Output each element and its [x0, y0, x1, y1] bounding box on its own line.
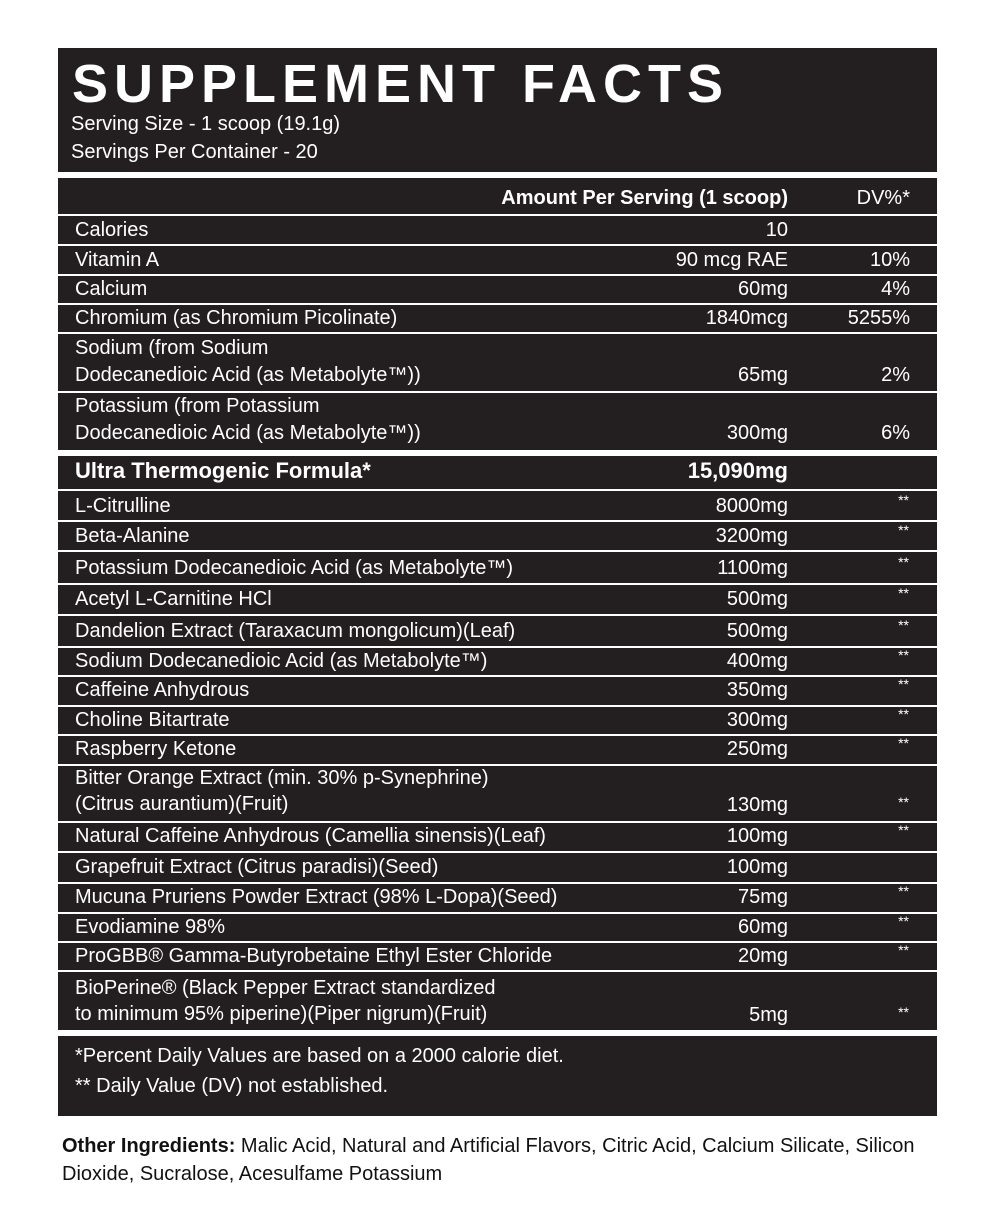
ingredient-name: Caffeine Anhydrous — [75, 679, 250, 701]
ingredient-name: Evodiamine 98% — [75, 916, 226, 938]
ingredient-amount: 60mg — [737, 916, 788, 938]
other-ingredients-text: Malic Acid, Natural and Artificial Flavors, Citric Acid, Calcium Silicate, Silicon Dioxide, Sucralose, Acesulfame Potassium — [62, 1135, 915, 1185]
divider — [58, 614, 937, 616]
nutrient-dv: 6% — [881, 422, 910, 444]
ingredient-name-line1: Bitter Orange Extract (min. 30% p-Synephrine) — [75, 767, 489, 789]
ingredient-name: Choline Bitartrate — [75, 709, 230, 731]
divider — [58, 583, 937, 585]
ingredient-name: Beta-Alanine — [75, 525, 190, 547]
nutrient-amount: 10 — [765, 219, 788, 241]
supplement-facts-panel — [58, 48, 937, 1116]
ingredient-name: Mucuna Pruriens Powder Extract (98% L-Dopa)(Seed) — [75, 886, 558, 908]
ingredient-amount: 130mg — [726, 794, 788, 816]
nutrient-name: Vitamin A — [75, 249, 160, 271]
ingredient-name: L-Citrulline — [75, 495, 171, 517]
divider — [58, 489, 937, 491]
ingredient-name: Sodium Dodecanedioic Acid (as Metabolyte™) — [75, 650, 488, 672]
ingredient-amount: 500mg — [726, 620, 788, 642]
divider — [58, 851, 937, 853]
ingredient-dv: ** — [898, 554, 909, 570]
ingredient-dv: ** — [898, 942, 909, 958]
footnote-dv: *Percent Daily Values are based on a 2000 calorie diet. — [75, 1045, 564, 1067]
header-dv: DV%* — [856, 187, 910, 209]
nutrient-amount: 90 mcg RAE — [675, 249, 788, 271]
nutrient-name: Calories — [75, 219, 149, 241]
nutrient-name: Calcium — [75, 278, 148, 300]
ingredient-name: Potassium Dodecanedioic Acid (as Metabolyte™) — [75, 557, 513, 579]
ingredient-dv: ** — [898, 913, 909, 929]
nutrient-amount: 300mg — [726, 422, 788, 444]
ingredient-amount: 3200mg — [715, 525, 788, 547]
other-ingredients-label: Other Ingredients: — [62, 1135, 236, 1157]
ingredient-dv: ** — [898, 585, 909, 601]
nutrient-name: Chromium (as Chromium Picolinate) — [75, 307, 398, 329]
ingredient-dv: ** — [898, 822, 909, 838]
nutrient-dv: 10% — [869, 249, 910, 271]
nutrient-dv: 4% — [881, 278, 910, 300]
ingredient-dv: ** — [898, 883, 909, 899]
divider — [58, 244, 937, 246]
divider — [58, 1030, 937, 1036]
ingredient-amount: 500mg — [726, 588, 788, 610]
panel-title: SUPPLEMENT FACTS — [72, 54, 730, 114]
ingredient-dv: ** — [898, 617, 909, 633]
ingredient-name-line1: BioPerine® (Black Pepper Extract standardized — [75, 977, 496, 999]
nutrient-name-line2: Dodecanedioic Acid (as Metabolyte™)) — [75, 422, 421, 444]
header-amount: Amount Per Serving (1 scoop) — [501, 187, 788, 209]
ingredient-dv: ** — [898, 522, 909, 538]
nutrient-amount: 60mg — [737, 278, 788, 300]
ingredient-amount: 20mg — [737, 945, 788, 967]
ingredient-amount: 300mg — [726, 709, 788, 731]
ingredient-name: Grapefruit Extract (Citrus paradisi)(Seed) — [75, 856, 439, 878]
ingredient-amount: 100mg — [726, 825, 788, 847]
ingredient-dv: ** — [898, 706, 909, 722]
ingredient-name: Dandelion Extract (Taraxacum mongolicum)(Leaf) — [75, 620, 516, 642]
nutrient-amount: 1840mcg — [705, 307, 788, 329]
ingredient-dv: ** — [898, 1004, 909, 1020]
divider — [58, 450, 937, 456]
divider — [58, 274, 937, 276]
divider — [58, 332, 937, 334]
divider — [58, 970, 937, 972]
ingredient-amount: 100mg — [726, 856, 788, 878]
ingredient-dv: ** — [898, 676, 909, 692]
ingredient-name: Acetyl L-Carnitine HCl — [75, 588, 272, 610]
ingredient-dv: ** — [898, 647, 909, 663]
nutrient-dv: 5255% — [847, 307, 910, 329]
nutrient-name-line1: Potassium (from Potassium — [75, 395, 320, 417]
ingredient-dv: ** — [898, 794, 909, 810]
ingredient-name-line2: (Citrus aurantium)(Fruit) — [75, 793, 289, 815]
formula-name: Ultra Thermogenic Formula* — [75, 458, 371, 483]
ingredient-name: Natural Caffeine Anhydrous (Camellia sinensis)(Leaf) — [75, 825, 546, 847]
ingredient-amount: 350mg — [726, 679, 788, 701]
formula-amount: 15,090mg — [687, 458, 788, 483]
ingredient-name: ProGBB® Gamma-Butyrobetaine Ethyl Ester Chloride — [75, 945, 553, 967]
divider — [58, 520, 937, 522]
nutrient-dv: 2% — [881, 364, 910, 386]
ingredient-amount: 250mg — [726, 738, 788, 760]
divider — [58, 550, 937, 552]
footnote-not-established: ** Daily Value (DV) not established. — [75, 1075, 389, 1097]
ingredient-amount: 8000mg — [715, 495, 788, 517]
divider — [58, 214, 937, 216]
nutrient-name-line2: Dodecanedioic Acid (as Metabolyte™)) — [75, 364, 421, 386]
serving-size: Serving Size - 1 scoop (19.1g) — [71, 113, 341, 135]
nutrient-name-line1: Sodium (from Sodium — [75, 337, 269, 359]
nutrient-amount: 65mg — [737, 364, 788, 386]
ingredient-dv: ** — [898, 492, 909, 508]
other-ingredients — [62, 1132, 932, 1188]
ingredient-name-line2: to minimum 95% piperine)(Piper nigrum)(Fruit) — [75, 1003, 488, 1025]
servings-per-container: Servings Per Container - 20 — [71, 141, 318, 163]
ingredient-amount: 1100mg — [717, 557, 788, 579]
ingredient-amount: 400mg — [726, 650, 788, 672]
ingredient-amount: 75mg — [737, 886, 788, 908]
ingredient-name: Raspberry Ketone — [75, 738, 237, 760]
ingredient-dv: ** — [898, 735, 909, 751]
ingredient-amount: 5mg — [749, 1004, 788, 1026]
divider — [58, 172, 937, 178]
